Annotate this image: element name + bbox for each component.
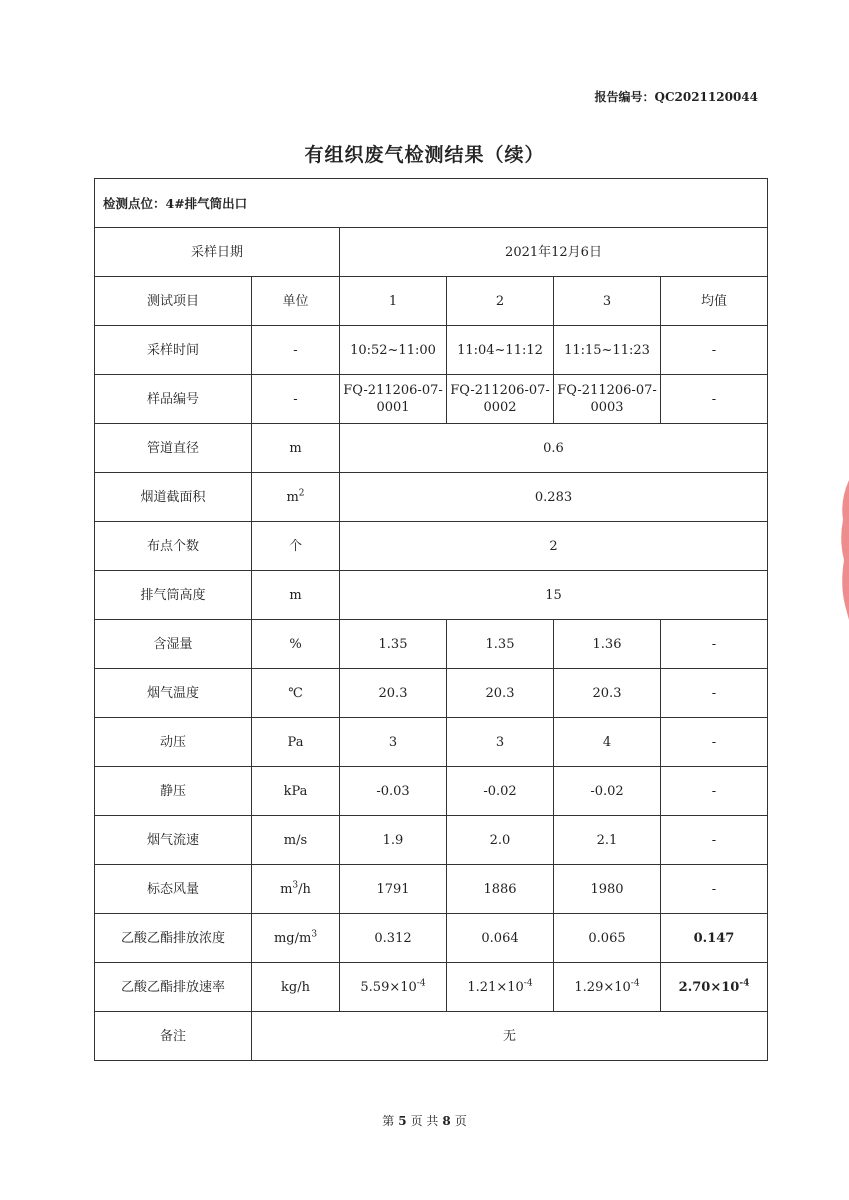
cell-value: 10:52~11:00 xyxy=(340,326,447,375)
results-table xyxy=(94,178,768,1061)
row-unit: 个 xyxy=(252,522,340,571)
cell-avg: - xyxy=(661,620,768,669)
page-title: 有组织废气检测结果（续） xyxy=(304,144,545,166)
value-exponent: -4 xyxy=(416,978,426,989)
cell-avg: - xyxy=(661,669,768,718)
cell-value: 1.35 xyxy=(447,620,554,669)
table-row xyxy=(95,522,768,571)
unit-sup: 3 xyxy=(292,880,299,891)
total-pages: 8 xyxy=(442,1114,451,1128)
cell-avg: - xyxy=(661,865,768,914)
value-base: 5.59×10 xyxy=(360,979,417,995)
cell-value: 20.3 xyxy=(340,669,447,718)
row-label: 乙酸乙酯排放速率 xyxy=(95,963,252,1012)
cell-merged-value: 0.283 xyxy=(340,473,768,522)
seal-stamp-edge xyxy=(837,480,849,620)
cell-avg: - xyxy=(661,326,768,375)
value-base: 1.21×10 xyxy=(467,979,524,995)
table-row xyxy=(95,473,768,522)
cell-avg: 0.147 xyxy=(661,914,768,963)
row-label: 样品编号 xyxy=(95,375,252,424)
value-base: 2.70×10 xyxy=(678,979,740,995)
cell-value: 0.312 xyxy=(340,914,447,963)
cell-value: 1.36 xyxy=(554,620,661,669)
row-label: 标态风量 xyxy=(95,865,252,914)
unit-base: m xyxy=(286,489,299,505)
report-number-value: QC2021120044 xyxy=(654,90,758,104)
row-unit xyxy=(252,914,340,963)
table-row xyxy=(95,620,768,669)
row-label: 烟气温度 xyxy=(95,669,252,718)
row-unit: kPa xyxy=(252,767,340,816)
report-number xyxy=(594,88,758,105)
cell-value: 1980 xyxy=(554,865,661,914)
sampling-date-label: 采样日期 xyxy=(95,228,340,277)
cell-value: 20.3 xyxy=(447,669,554,718)
cell-value xyxy=(554,963,661,1012)
cell-value: 0.065 xyxy=(554,914,661,963)
footer-post: 页 xyxy=(454,1114,467,1128)
cell-value: 1886 xyxy=(447,865,554,914)
row-label: 布点个数 xyxy=(95,522,252,571)
row-unit: m xyxy=(252,424,340,473)
cell-value: 1.35 xyxy=(340,620,447,669)
cell-value: -0.02 xyxy=(554,767,661,816)
cell-avg: - xyxy=(661,375,768,424)
row-label: 静压 xyxy=(95,767,252,816)
row-unit: m/s xyxy=(252,816,340,865)
footer-pre: 第 xyxy=(382,1114,395,1128)
unit-base: m xyxy=(280,881,293,897)
unit-sup: 2 xyxy=(298,488,305,499)
table-row xyxy=(95,326,768,375)
table-row xyxy=(95,914,768,963)
cell-avg xyxy=(661,963,768,1012)
row-unit: - xyxy=(252,375,340,424)
col-header-unit: 单位 xyxy=(252,277,340,326)
cell-avg: - xyxy=(661,816,768,865)
row-label: 乙酸乙酯排放浓度 xyxy=(95,914,252,963)
table-row xyxy=(95,571,768,620)
row-unit xyxy=(252,473,340,522)
unit-tail: /h xyxy=(298,881,311,897)
value-base: 1.29×10 xyxy=(574,979,631,995)
cell-value: -0.02 xyxy=(447,767,554,816)
row-label: 含湿量 xyxy=(95,620,252,669)
row-unit: kg/h xyxy=(252,963,340,1012)
footer-mid: 页 共 xyxy=(410,1114,439,1128)
location-cell: 检测点位：4#排气筒出口 xyxy=(95,179,768,228)
value-exponent: -4 xyxy=(523,978,533,989)
cell-value: 2.1 xyxy=(554,816,661,865)
cell-value: FQ-211206-07-0003 xyxy=(554,375,661,424)
cell-avg: - xyxy=(661,767,768,816)
remark-label: 备注 xyxy=(95,1012,252,1061)
row-label: 烟气流速 xyxy=(95,816,252,865)
col-header-item: 测试项目 xyxy=(95,277,252,326)
table-row xyxy=(95,718,768,767)
cell-value: 3 xyxy=(447,718,554,767)
cell-value: 4 xyxy=(554,718,661,767)
table-row xyxy=(95,767,768,816)
cell-value: 1791 xyxy=(340,865,447,914)
cell-value: 20.3 xyxy=(554,669,661,718)
cell-merged-value: 0.6 xyxy=(340,424,768,473)
table-row xyxy=(95,963,768,1012)
row-label: 烟道截面积 xyxy=(95,473,252,522)
table-row xyxy=(95,228,768,277)
row-unit: - xyxy=(252,326,340,375)
row-label: 采样时间 xyxy=(95,326,252,375)
row-label: 动压 xyxy=(95,718,252,767)
table-row xyxy=(95,1012,768,1061)
cell-value: -0.03 xyxy=(340,767,447,816)
page-number: 5 xyxy=(398,1114,407,1128)
table-row xyxy=(95,375,768,424)
row-unit: m xyxy=(252,571,340,620)
row-label: 排气筒高度 xyxy=(95,571,252,620)
unit-base: mg/m xyxy=(273,930,312,946)
cell-value: FQ-211206-07-0002 xyxy=(447,375,554,424)
cell-merged-value: 15 xyxy=(340,571,768,620)
row-unit xyxy=(252,865,340,914)
unit-sup: 3 xyxy=(311,929,318,940)
row-unit: % xyxy=(252,620,340,669)
cell-value: FQ-211206-07-0001 xyxy=(340,375,447,424)
table-row xyxy=(95,816,768,865)
row-label: 管道直径 xyxy=(95,424,252,473)
sampling-date-value: 2021年12月6日 xyxy=(340,228,768,277)
remark-value: 无 xyxy=(252,1012,768,1061)
value-exponent: -4 xyxy=(630,978,640,989)
row-unit: Pa xyxy=(252,718,340,767)
cell-value xyxy=(340,963,447,1012)
cell-value xyxy=(447,963,554,1012)
page-footer xyxy=(0,1112,849,1129)
table-row xyxy=(95,277,768,326)
cell-value: 0.064 xyxy=(447,914,554,963)
value-exponent: -4 xyxy=(739,978,750,989)
cell-value: 11:15~11:23 xyxy=(554,326,661,375)
col-header-2: 2 xyxy=(447,277,554,326)
cell-value: 3 xyxy=(340,718,447,767)
cell-merged-value: 2 xyxy=(340,522,768,571)
col-header-1: 1 xyxy=(340,277,447,326)
row-unit: ℃ xyxy=(252,669,340,718)
table-row xyxy=(95,669,768,718)
cell-value: 2.0 xyxy=(447,816,554,865)
table-row xyxy=(95,865,768,914)
col-header-avg: 均值 xyxy=(661,277,768,326)
report-number-label: 报告编号： xyxy=(594,90,655,104)
cell-value: 1.9 xyxy=(340,816,447,865)
cell-value: 11:04~11:12 xyxy=(447,326,554,375)
col-header-3: 3 xyxy=(554,277,661,326)
table-row xyxy=(95,424,768,473)
table-row xyxy=(95,179,768,228)
cell-avg: - xyxy=(661,718,768,767)
